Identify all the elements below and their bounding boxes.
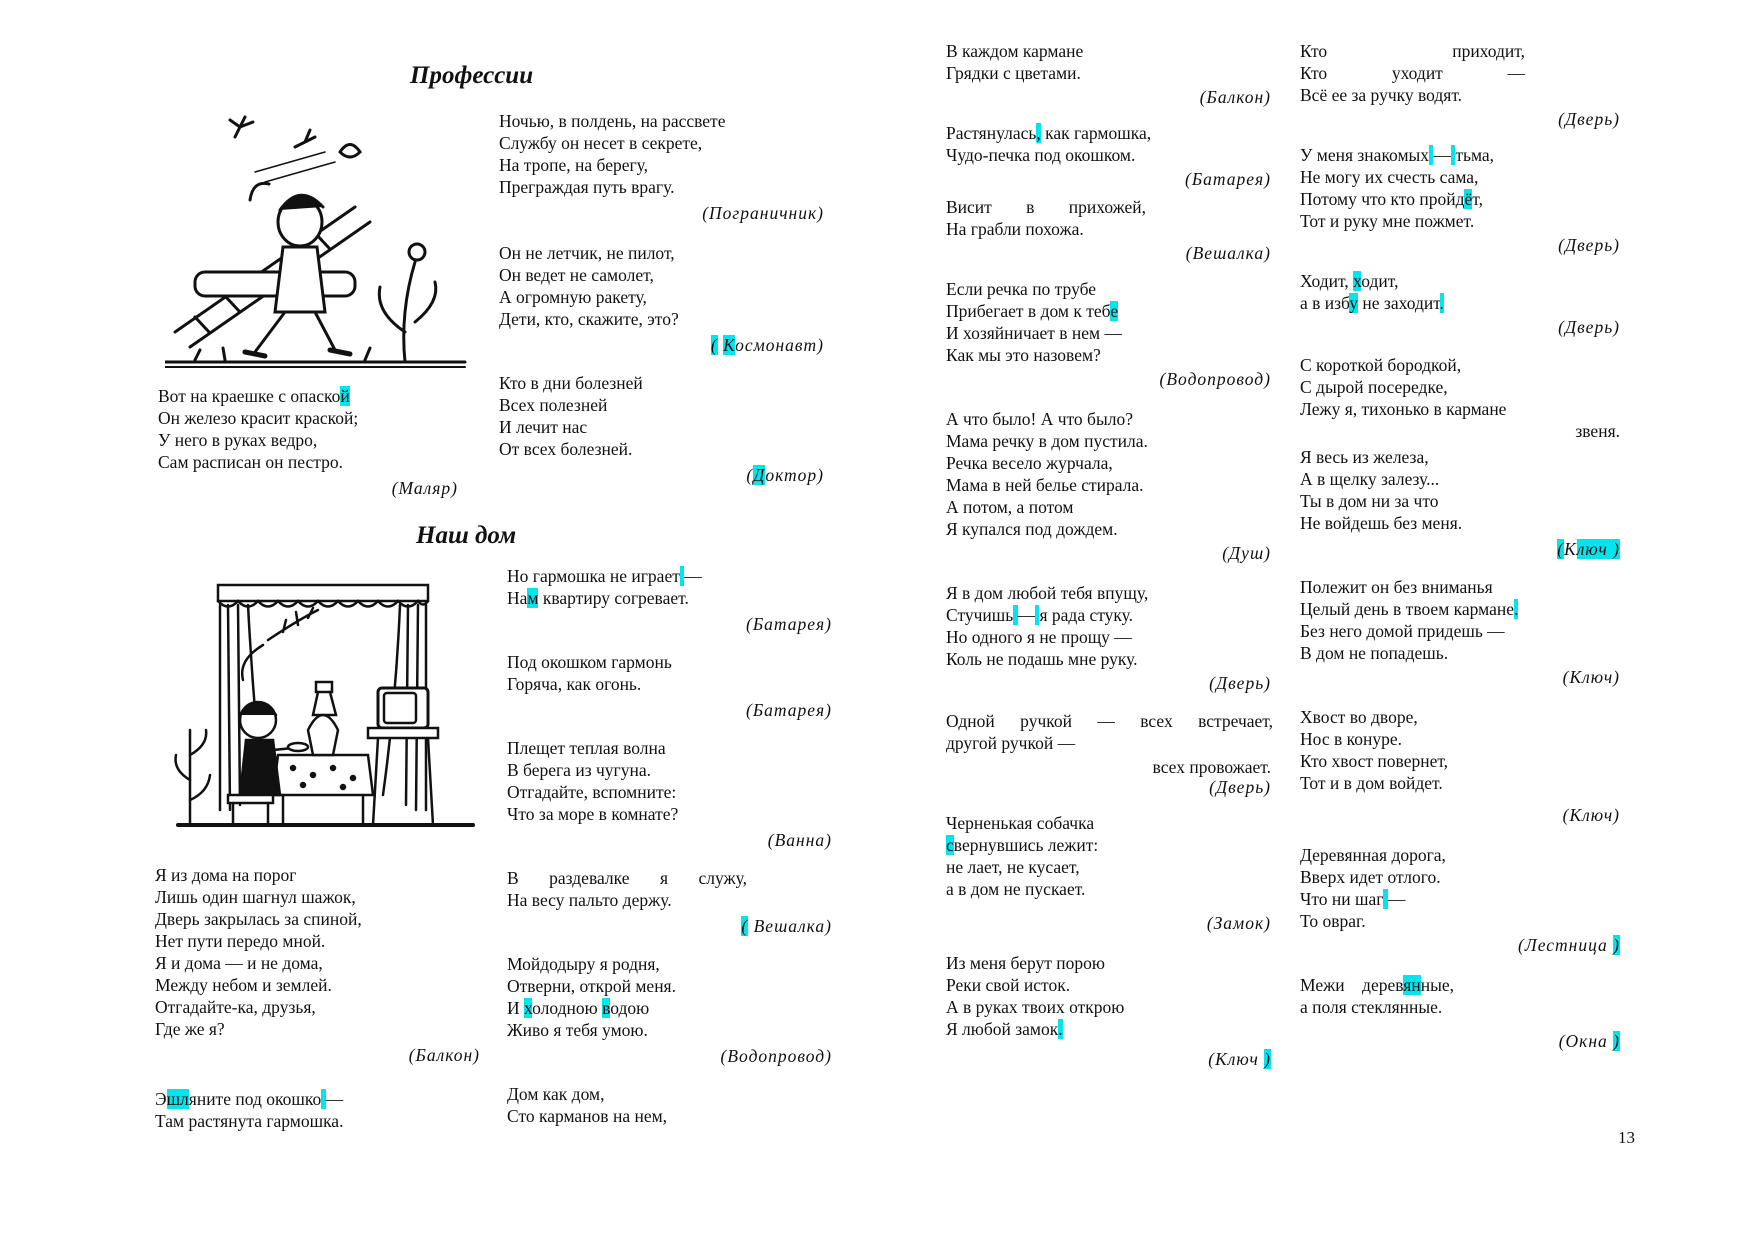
riddle-line: И холодною водою bbox=[507, 998, 650, 1018]
riddle-line: В каждом кармане bbox=[946, 41, 1084, 61]
riddle-balcony-start bbox=[507, 1083, 832, 1127]
girl-at-window-illustration bbox=[168, 580, 478, 840]
riddle-stairs bbox=[1300, 844, 1620, 956]
riddle-line: Одной ручкой — всех встречает, bbox=[946, 711, 1273, 731]
riddle-line: В дом не попадешь. bbox=[1300, 643, 1449, 663]
riddle-line: А что было! А что было? bbox=[946, 409, 1133, 429]
riddle-line: Я весь из железа, bbox=[1300, 447, 1429, 467]
riddle-line: Дети, кто, скажите, это? bbox=[499, 309, 679, 329]
riddle-line: Что за море в комнате? bbox=[507, 804, 679, 824]
riddle-cosmonaut bbox=[499, 242, 824, 356]
col1-bottom bbox=[155, 864, 480, 1150]
riddle-line: Кто приходит, bbox=[1300, 41, 1525, 61]
col3 bbox=[946, 40, 1271, 1088]
riddle-answer: (Дверь) bbox=[1558, 317, 1620, 337]
page-number: 13 bbox=[1618, 1128, 1635, 1147]
riddle-answer: (Лестница ) bbox=[1518, 935, 1620, 955]
riddle-line: Не войдешь без меня. bbox=[1300, 513, 1463, 533]
riddle-line: а поля стеклянные. bbox=[1300, 997, 1443, 1017]
riddle-answer: (Дверь) bbox=[1558, 109, 1620, 129]
riddle-battery-2 bbox=[507, 651, 832, 721]
riddle-door-3 bbox=[1300, 40, 1620, 130]
riddle-line: А потом, а потом bbox=[946, 497, 1074, 517]
riddle-line: Там растянута гармошка. bbox=[155, 1111, 344, 1131]
riddle-line: Живо я тебя умою. bbox=[507, 1020, 648, 1040]
riddle-line: Сто карманов на нем, bbox=[507, 1106, 668, 1126]
riddle-line: Нам квартиру согревает. bbox=[507, 588, 689, 608]
riddle-line: Лежу я, тихонько в кармане bbox=[1300, 399, 1507, 419]
riddle-line: Дом как дом, bbox=[507, 1084, 605, 1104]
riddle-answer: (Вешалка) bbox=[1185, 243, 1271, 263]
riddle-line: Вверх идет отлого. bbox=[1300, 867, 1441, 887]
riddle-door-2 bbox=[946, 710, 1271, 798]
riddle-answer: (Ключ) bbox=[1562, 805, 1620, 825]
riddle-line: Прибегает в дом к тебе bbox=[946, 301, 1119, 321]
riddle-line: На тропе, на берегу, bbox=[499, 155, 649, 175]
riddle-line: На весу пальто держу. bbox=[507, 890, 672, 910]
riddle-line: И хозяйничает в нем — bbox=[946, 323, 1122, 343]
riddle-line: Деревянная дорога, bbox=[1300, 845, 1446, 865]
riddle-hanger-2 bbox=[946, 196, 1271, 264]
riddle-answer: (Доктор) bbox=[746, 465, 824, 485]
riddle-line: Эшляните под окошко — bbox=[155, 1089, 344, 1109]
riddle-line: Не могу их счесть сама, bbox=[1300, 167, 1479, 187]
riddle-line: не лает, не кусает, bbox=[946, 857, 1080, 877]
riddle-line: свернувшись лежит: bbox=[946, 835, 1099, 855]
riddle-line: Кто в дни болезней bbox=[499, 373, 643, 393]
riddle-line: а в избу не заходит. bbox=[1300, 293, 1444, 313]
riddle-line: Черненькая собачка bbox=[946, 813, 1095, 833]
riddle-answer: (Дверь) bbox=[1209, 777, 1271, 797]
riddle-line: А в щелку залезу... bbox=[1300, 469, 1440, 489]
riddle-key-2 bbox=[1300, 354, 1620, 560]
riddle-battery-start bbox=[155, 1088, 480, 1132]
col4 bbox=[1300, 40, 1620, 1070]
riddle-line: Целый день в твоем кармане. bbox=[1300, 599, 1519, 619]
riddle-line: Нет пути передо мной. bbox=[155, 931, 326, 951]
riddle-line: Всех полезней bbox=[499, 395, 608, 415]
riddle-key-1 bbox=[946, 952, 1271, 1070]
riddle-water-supply bbox=[507, 953, 832, 1067]
col2-bottom bbox=[507, 565, 832, 1145]
riddle-line: Полежит он без вниманья bbox=[1300, 577, 1493, 597]
riddle-line: Лишь один шагнул шажок, bbox=[155, 887, 356, 907]
riddle-answer: (Водопровод) bbox=[720, 1046, 832, 1066]
riddle-answer: ( Космонавт) bbox=[710, 335, 824, 355]
riddle-line: Но гармошка не играет — bbox=[507, 566, 702, 586]
riddle-line: Где же я? bbox=[155, 1019, 225, 1039]
riddle-line: Кто уходит — bbox=[1300, 63, 1525, 83]
riddle-line: С короткой бородкой, bbox=[1300, 355, 1462, 375]
riddle-line: Если речка по трубе bbox=[946, 279, 1097, 299]
riddle-line: Отгадайте-ка, друзья, bbox=[155, 997, 316, 1017]
riddle-water-supply-2 bbox=[946, 278, 1271, 390]
riddle-line: Плещет теплая волна bbox=[507, 738, 666, 758]
riddle-line: А огромную ракету, bbox=[499, 287, 647, 307]
riddle-answer: (Батарея) bbox=[746, 700, 832, 720]
riddle-line: Кто хвост повернет, bbox=[1300, 751, 1449, 771]
riddle-line: То овраг. bbox=[1300, 911, 1366, 931]
riddle-answer: (Дверь) bbox=[1209, 673, 1271, 693]
riddle-line: Реки свой исток. bbox=[946, 975, 1071, 995]
riddle-line: Вот на краешке с опаской bbox=[158, 386, 350, 406]
riddle-line: Чудо-печка под окошком. bbox=[946, 145, 1136, 165]
riddle-line: Межи деревянные, bbox=[1300, 975, 1454, 995]
riddle-answer: (Балкон) bbox=[1199, 87, 1271, 107]
riddle-line: всех провожает. bbox=[1152, 757, 1271, 777]
riddle-answer: (Ключ ) bbox=[1557, 539, 1620, 559]
riddle-line: Всё ее за ручку водят. bbox=[1300, 85, 1463, 105]
riddle-line: Потому что кто пройдёт, bbox=[1300, 189, 1483, 209]
riddle-line: Коль не подашь мне руку. bbox=[946, 649, 1138, 669]
riddle-line: В берега из чугуна. bbox=[507, 760, 651, 780]
riddle-painter bbox=[158, 385, 458, 499]
riddle-door-1 bbox=[946, 582, 1271, 694]
riddle-answer: (Ключ ) bbox=[1208, 1049, 1271, 1069]
riddle-line: Я в дом любой тебя впущу, bbox=[946, 583, 1149, 603]
riddle-windows bbox=[1300, 974, 1620, 1052]
riddle-battery-3 bbox=[946, 122, 1271, 190]
riddle-line: Горяча, как огонь. bbox=[507, 674, 642, 694]
riddle-line: У меня знакомых — тьма, bbox=[1300, 145, 1495, 165]
riddle-line: Но одного я не прощу — bbox=[946, 627, 1132, 647]
riddle-line: Грядки с цветами. bbox=[946, 63, 1081, 83]
riddle-answer: (Дверь) bbox=[1558, 235, 1620, 255]
riddle-line: Ты в дом ни за что bbox=[1300, 491, 1439, 511]
riddle-line: И лечит нас bbox=[499, 417, 588, 437]
riddle-answer: (Батарея) bbox=[1185, 169, 1271, 189]
boy-with-ladder-illustration bbox=[165, 112, 475, 372]
riddle-line: Тот и руку мне пожмет. bbox=[1300, 211, 1475, 231]
riddle-line: От всех болезней. bbox=[499, 439, 633, 459]
riddle-answer: (Маляр) bbox=[391, 478, 458, 498]
riddle-key-4 bbox=[1300, 706, 1620, 826]
col1-top bbox=[158, 385, 458, 517]
riddle-line: Висит в прихожей, bbox=[946, 197, 1146, 217]
riddle-answer: (Окна ) bbox=[1558, 1031, 1620, 1051]
riddle-line: Я и дома — и не дома, bbox=[155, 953, 323, 973]
riddle-line: Стучишь — я рада стуку. bbox=[946, 605, 1134, 625]
riddle-line: Я купался под дождем. bbox=[946, 519, 1118, 539]
riddle-line: Ходит, ходит, bbox=[1300, 271, 1399, 291]
riddle-line: Отверни, открой меня. bbox=[507, 976, 676, 996]
riddle-line: Дверь закрылась за спиной, bbox=[155, 909, 362, 929]
riddle-answer: ( Вешалка) bbox=[741, 916, 832, 936]
riddle-line: Он ведет не самолет, bbox=[499, 265, 654, 285]
riddle-line: другой ручкой — bbox=[946, 733, 1076, 753]
heading-professions-text: Профессии bbox=[410, 62, 534, 89]
riddle-line: Между небом и землей. bbox=[155, 975, 332, 995]
riddle-answer: (Пограничник) bbox=[702, 203, 824, 223]
riddle-key-3 bbox=[1300, 576, 1620, 688]
riddle-line: Из меня берут порою bbox=[946, 953, 1105, 973]
riddle-shower bbox=[946, 408, 1271, 564]
riddle-answer: (Ванна) bbox=[767, 830, 832, 850]
riddle-line: Речка весело журчала, bbox=[946, 453, 1113, 473]
riddle-line: звеня. bbox=[1575, 421, 1620, 441]
riddle-line: В раздевалке я служу, bbox=[507, 868, 747, 888]
riddle-line: Преграждая путь врагу. bbox=[499, 177, 675, 197]
riddle-line: а в дом не пускает. bbox=[946, 879, 1086, 899]
riddle-door-4 bbox=[1300, 144, 1620, 256]
riddle-line: Я любой замок. bbox=[946, 1019, 1063, 1039]
riddle-line: Нос в конуре. bbox=[1300, 729, 1402, 749]
riddle-door-5 bbox=[1300, 270, 1620, 338]
riddle-battery-1 bbox=[507, 565, 832, 635]
riddle-line: У него в руках ведро, bbox=[158, 430, 318, 450]
riddle-line: Тот и в дом войдет. bbox=[1300, 773, 1443, 793]
riddle-bath bbox=[507, 737, 832, 851]
riddle-lock bbox=[946, 812, 1271, 934]
riddle-line: Под окошком гармонь bbox=[507, 652, 672, 672]
riddle-doctor bbox=[499, 372, 824, 486]
riddle-line: Он не летчик, не пилот, bbox=[499, 243, 675, 263]
riddle-line: Растянулась, как гармошка, bbox=[946, 123, 1152, 143]
riddle-line: Я из дома на порог bbox=[155, 865, 297, 885]
riddle-balcony bbox=[155, 864, 480, 1066]
riddle-line: Хвост во дворе, bbox=[1300, 707, 1418, 727]
col2-top bbox=[499, 110, 824, 504]
riddle-line: Мама в ней белье стирала. bbox=[946, 475, 1144, 495]
riddle-answer: (Замок) bbox=[1206, 913, 1271, 933]
riddle-line: Как мы это назовем? bbox=[946, 345, 1101, 365]
riddle-hanger bbox=[507, 867, 832, 937]
riddle-answer: (Ключ) bbox=[1562, 667, 1620, 687]
riddle-balcony-end bbox=[946, 40, 1271, 108]
riddle-line: Службу он несет в секрете, bbox=[499, 133, 703, 153]
riddle-line: Он железо красит краской; bbox=[158, 408, 359, 428]
riddle-line: С дырой посередке, bbox=[1300, 377, 1448, 397]
riddle-line: Ночью, в полдень, на рассвете bbox=[499, 111, 726, 131]
riddle-answer: (Балкон) bbox=[408, 1045, 480, 1065]
riddle-line: Мама речку в дом пустила. bbox=[946, 431, 1148, 451]
riddle-answer: (Душ) bbox=[1222, 543, 1271, 563]
heading-our-house bbox=[416, 522, 516, 550]
riddle-line: На грабли похожа. bbox=[946, 219, 1084, 239]
riddle-answer: (Водопровод) bbox=[1159, 369, 1271, 389]
riddle-border-guard bbox=[499, 110, 824, 224]
riddle-line: Без него домой придешь — bbox=[1300, 621, 1505, 641]
heading-our-house-text: Наш дом bbox=[416, 522, 517, 549]
heading-professions bbox=[410, 62, 533, 90]
riddle-answer: (Батарея) bbox=[746, 614, 832, 634]
riddle-line: А в руках твоих открою bbox=[946, 997, 1125, 1017]
riddle-line: Что ни шаг — bbox=[1300, 889, 1406, 909]
riddle-line: Отгадайте, вспомните: bbox=[507, 782, 677, 802]
riddle-line: Сам расписан он пестро. bbox=[158, 452, 343, 472]
riddle-line: Мойдодыру я родня, bbox=[507, 954, 660, 974]
